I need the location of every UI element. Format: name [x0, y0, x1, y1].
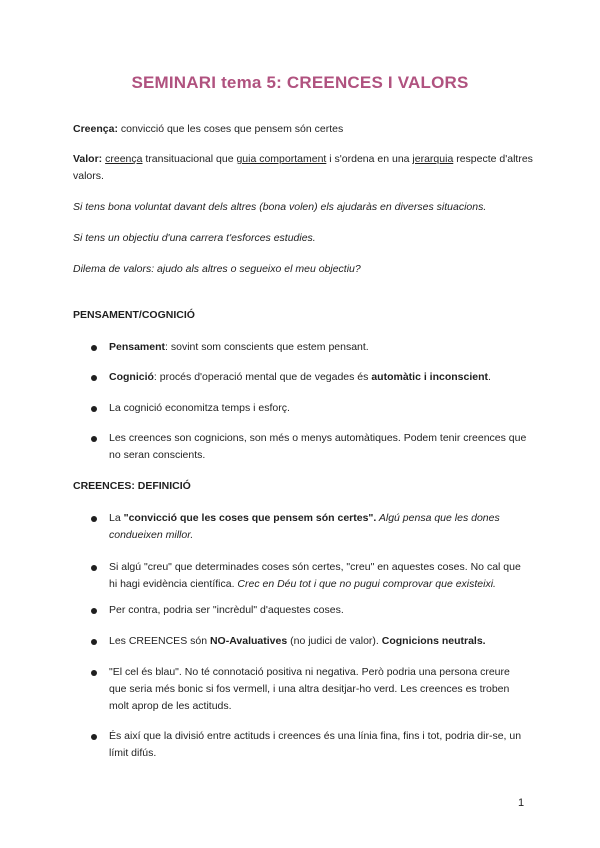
term-creenca: Creença:: [73, 123, 118, 135]
list-item-text: (no judici de valor).: [287, 635, 382, 647]
page-number: 1: [518, 797, 525, 809]
list-item-text: : sovint som conscients que estem pensant.: [165, 341, 369, 353]
bullet-dot: [91, 670, 97, 676]
bullet-dot: [91, 516, 97, 522]
list-item-pensament: [109, 339, 529, 356]
list-item-creu: [109, 559, 529, 593]
list-item-creences-cognicions: Les creences son cognicions, son més o menys automàtiques. Podem tenir creences que no seran conscients.: [109, 432, 527, 461]
section-heading-creences: CREENCES: DEFINICIÓ: [73, 480, 191, 492]
text-fragment: respecte d'altres valors.: [73, 153, 533, 182]
bullet-dot: [91, 375, 97, 381]
underlined-creenca: creença: [105, 153, 143, 165]
definition-valor: [73, 151, 533, 185]
list-item-incredul: Per contra, podria ser "incrèdul" d'aquestes coses.: [109, 604, 344, 616]
bullet-dot: [91, 608, 97, 614]
section-heading-pensament: PENSAMENT/COGNICIÓ: [73, 309, 195, 321]
list-item-economitza: La cognició economitza temps i esforç.: [109, 402, 290, 414]
bullet-dot: [91, 436, 97, 442]
bullet-dot: [91, 639, 97, 645]
term-valor: Valor:: [73, 153, 103, 165]
term-pensament: Pensament: [109, 341, 166, 353]
bold-no-avaluatives: NO-Avaluatives: [209, 635, 288, 647]
text-fragment: i s'ordena en una: [326, 153, 413, 165]
example-1: Si tens bona voluntat davant dels altres (bona volen) els ajudaràs en diverses situacions.: [73, 201, 487, 213]
list-item-no-avaluatives: [109, 633, 529, 650]
list-item-text: La: [109, 512, 124, 524]
list-item-cel-blau: "El cel és blau". No té connotació positiva ni negativa. Però podria una persona creure que seria més bonic si fos vermell, i una altra desitjar-ho verd. Les creences es troben molt aprop de les actituds.: [109, 666, 510, 712]
bold-automatic: automàtic i inconscient: [371, 371, 489, 383]
definition-creenca: [73, 121, 533, 138]
bullet-dot: [91, 345, 97, 351]
bullet-dot: [91, 406, 97, 412]
text-fragment: transituacional que: [142, 153, 237, 165]
italic-example: Algú pensa que les dones condueixen millor.: [109, 512, 500, 541]
bullet-dot: [91, 734, 97, 740]
bold-conviccio: "convicció que les coses que pensem són certes".: [123, 512, 377, 524]
list-item-text: Si algú "creu" que determinades coses són certes, "creu" en aquestes coses. No cal que hi hagi evidència científica.: [109, 561, 521, 590]
underlined-jerarquia: jerarquia: [412, 153, 454, 165]
list-item-text: .: [488, 371, 491, 383]
list-item-text: : procés d'operació mental que de vegades és: [153, 371, 372, 383]
example-3: Dilema de valors: ajudo als altres o segueixo el meu objectiu?: [73, 263, 361, 275]
italic-example: Crec en Déu tot i que no pugui comprovar que existeixi.: [237, 578, 496, 590]
bold-cognicions-neutrals: Cognicions neutrals.: [381, 635, 486, 647]
bullet-dot: [91, 565, 97, 571]
example-2: Si tens un objectiu d'una carrera t'esforces estudies.: [73, 232, 316, 244]
underlined-guia-comportament: guia comportament: [236, 153, 327, 165]
definition-creenca-text: convicció que les coses que pensem són certes: [117, 123, 344, 135]
page-title: SEMINARI tema 5: CREENCES I VALORS: [131, 73, 469, 92]
list-item-cognicio: [109, 369, 529, 386]
list-item-text: Les CREENCES són: [109, 635, 210, 647]
list-item-conviccio: [109, 510, 529, 544]
term-cognicio: Cognició: [109, 371, 154, 383]
list-item-limit-difus: És així que la divisió entre actituds i creences és una línia fina, fins i tot, podria dir-se, un límit difús.: [109, 730, 522, 759]
